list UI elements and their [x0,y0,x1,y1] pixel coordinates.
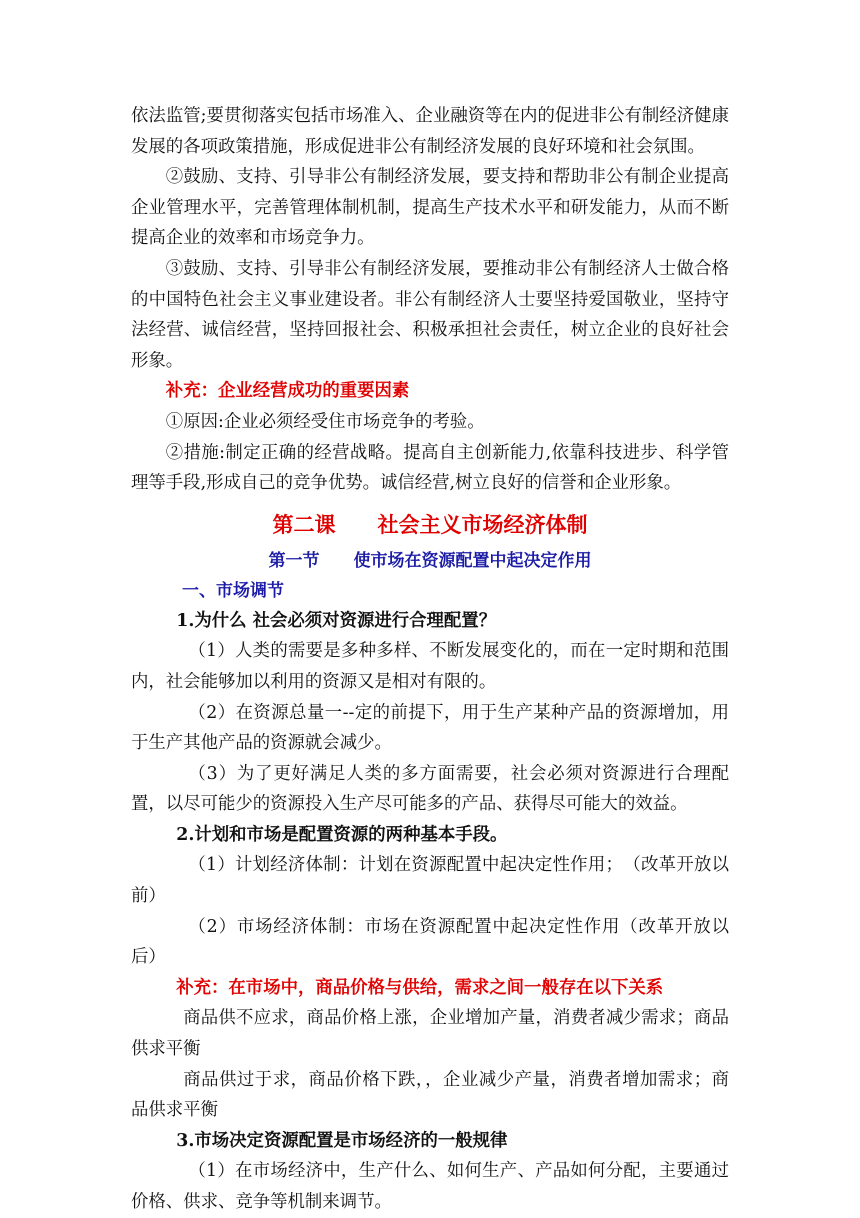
question-2-item-1: （1）计划经济体制：计划在资源配置中起决定性作用； （改革开放以前） [131,855,729,907]
question-3-item-1: （1）在市场经济中，生产什么、如何生产、产品如何分配，主要通过价格、供求、竞争等机制来调节。 [131,1161,729,1212]
lesson-title: 第二课 社会主义市场经济体制 [272,512,588,537]
question-1-item-1: （1）人类的需要是多种多样、不断发展变化的，而在一定时期和范围内，社会能够加以利用的资源又是相对有限的。 [131,641,729,692]
heading-market-regulation: 一、市场调节 [182,580,284,601]
question-1-item-2: （2）在资源总量一--定的前提下，用于生产某种产品的资源增加，用于生产其他产品的资源就会减少。 [131,702,729,754]
supplement-item-surplus: 商品供过于求，商品价格下跌，，企业减少产量，消费者增加需求；商品供求平衡 [131,1069,729,1121]
question-1-item-3: （3）为了更好满足人类的多方面需要，社会必须对资源进行合理配置，以尽可能少的资源投入生产尽可能多的产品、获得尽可能大的效益。 [131,763,729,815]
supplement-title-price-relation: 补充：在市场中，商品价格与供给，需求之间一般存在以下关系 [176,977,664,998]
paragraph-management-level: ②鼓励、支持、引导非公有制经济发展，要支持和帮助非公有制企业提高企业管理水平，完善管理体制机制，提高生产技术水平和研发能力，从而不断提高企业的效率和市场竞争力。 [131,167,729,249]
supplement-reason: ①原因:企业必须经受住市场竞争的考验。 [165,411,485,432]
supplement-measure: ②措施:制定正确的经营战略。提高自主创新能力,依靠科技进步、科学管理等手段,形成自己的竞争优势。诚信经营,树立良好的信誉和企业形象。 [131,442,729,494]
supplement-title-success-factors: 补充：企业经营成功的重要因素 [165,381,410,402]
question-1-title: 1.为什么 社会必须对资源进行合理配置？ [176,610,497,631]
paragraph-builders: ③鼓励、支持、引导非公有制经济发展，要推动非公有制经济人士做合格的中国特色社会主义事业建设者。非公有制经济人士要坚持爱国敬业，坚持守法经营、诚信经营，坚持回报社会、积极承担社会责任，树立企业的良好社会形象。 [131,258,729,371]
question-3-title: 3.市场决定资源配置是市场经济的一般规律 [176,1130,508,1151]
document-body [131,101,729,1218]
supplement-item-shortage: 商品供不应求，商品价格上涨，企业增加产量，消费者减少需求；商品供求平衡 [131,1008,729,1060]
paragraph-policy-measures: 依法监管;要贯彻落实包括市场准入、企业融资等在内的促进非公有制经济健康发展的各项政策措施，形成促进非公有制经济发展的良好环境和社会氛围。 [131,106,729,157]
question-2-item-2: （2）市场经济体制：市场在资源配置中起决定性作用（改革开放以后） [131,916,729,968]
question-2-title: 2.计划和市场是配置资源的两种基本手段。 [176,824,508,845]
section-title: 第一节 使市场在资源配置中起决定作用 [268,550,592,571]
